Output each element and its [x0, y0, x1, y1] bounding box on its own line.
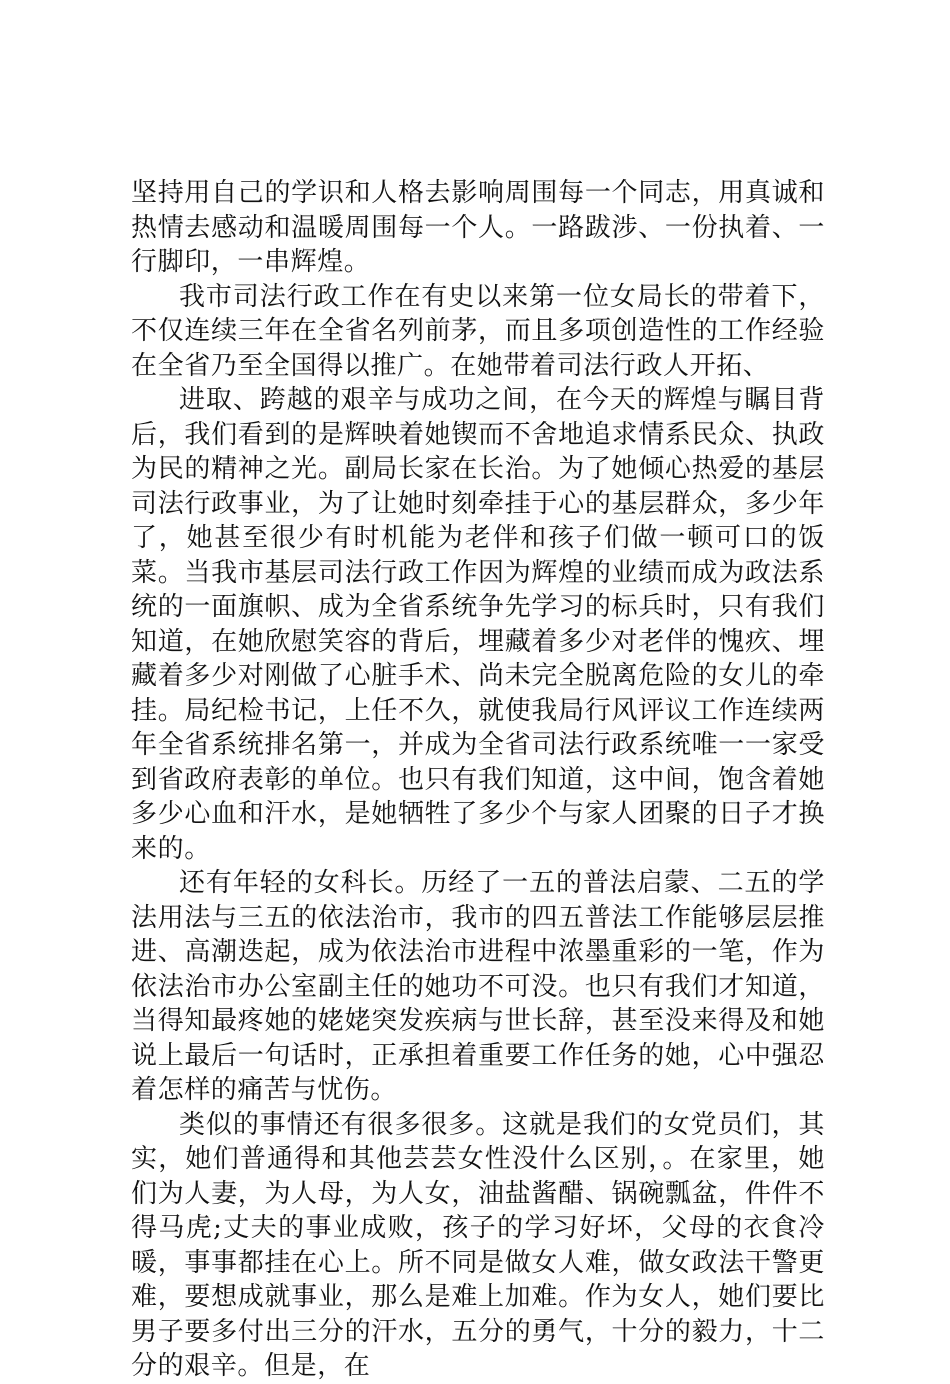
paragraph-3: 进取、跨越的艰辛与成功之间，在今天的辉煌与瞩目背后，我们看到的是辉映着她锲而不舍地追求情系民众、执政为民的精神之光。副局长家在长治。为了她倾心热爱的基层司法行政事业，为了让她时刻牵挂于心的基层群众，多少年了，她甚至很少有时机能为老伴和孩子们做一顿可口的饭菜。当我市基层司法行政工作因为辉煌的业绩而成为政法系统的一面旗帜、成为全省系统争先学习的标兵时，只有我们知道，在她欣慰笑容的背后，埋藏着多少对老伴的愧疚、埋藏着多少对刚做了心脏手术、尚未完全脱离危险的女儿的牵挂。局纪检书记，上任不久，就使我局行风评议工作连续两年全省系统排名第一，并成为全省司法行政系统唯一一家受到省政府表彰的单位。也只有我们知道，这中间，饱含着她多少心血和汗水，是她牺牲了多少个与家人团聚的日子才换来的。 [131, 385, 825, 864]
document-body [131, 176, 825, 1384]
paragraph-2: 我市司法行政工作在有史以来第一位女局长的带着下，不仅连续三年在全省名列前茅，而且多项创造性的工作经验在全省乃至全国得以推广。在她带着司法行政人开拓、 [131, 281, 825, 381]
paragraph-4: 还有年轻的女科长。历经了一五的普法启蒙、二五的学法用法与三五的依法治市，我市的四五普法工作能够层层推进、高潮迭起，成为依法治市进程中浓墨重彩的一笔，作为依法治市办公室副主任的她功不可没。也只有我们才知道，当得知最疼她的姥姥突发疾病与世长辞，甚至没来得及和她说上最后一句话时，正承担着重要工作任务的她，心中强忍着怎样的痛苦与忧伤。 [131, 868, 825, 1105]
paragraph-5: 类似的事情还有很多很多。这就是我们的女党员们，其实，她们普通得和其他芸芸女性没什么区别，。在家里，她们为人妻，为人母，为人女，油盐酱醋、锅碗瓢盆，件件不得马虎;丈夫的事业成败，孩子的学习好坏，父母的衣食冷暖，事事都挂在心上。所不同是做女人难，做女政法干警更难，要想成就事业，那么是难上加难。作为女人，她们要比男子要多付出三分的汗水，五分的勇气，十分的毅力，十二分的艰辛。但是，在 [131, 1109, 825, 1381]
paragraph-1: 坚持用自己的学识和人格去影响周围每一个同志，用真诚和热情去感动和温暖周围每一个人。一路跋涉、一份执着、一行脚印，一串辉煌。 [131, 178, 825, 277]
